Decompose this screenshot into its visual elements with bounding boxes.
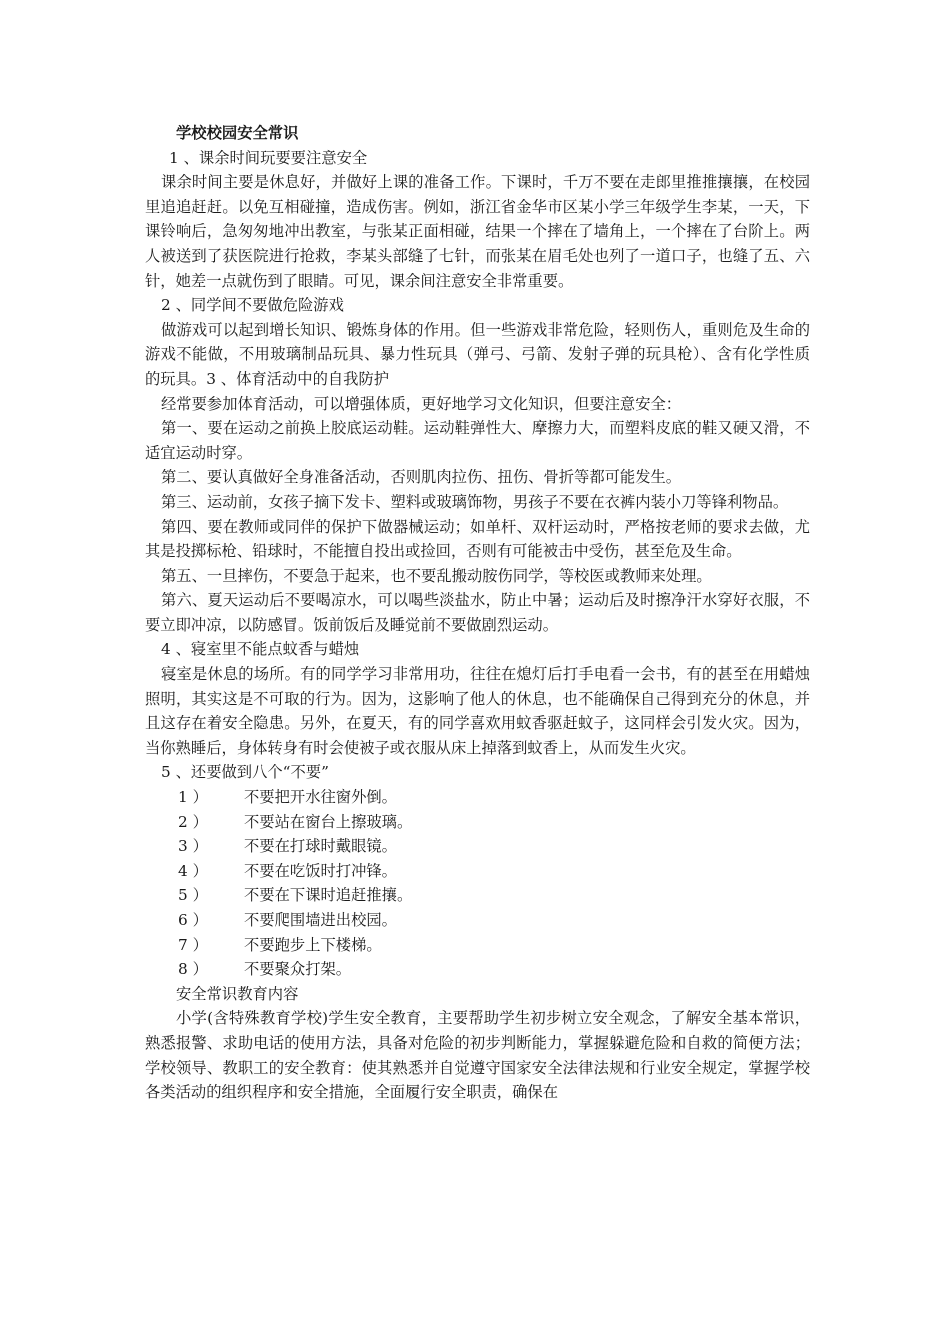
list-item-text: 不要在吃饭时打冲锋。 [244, 861, 397, 880]
section-3-point-6: 第六、夏天运动后不要喝凉水，可以喝些淡盐水，防止中暑；运动后及时擦净汗水穿好衣服，不要立即冲凉，以防感冒。饭前饭后及睡觉前不要做剧烈运动。 [145, 591, 810, 634]
list-item [145, 785, 810, 810]
list-item-text: 不要跑步上下楼梯。 [244, 935, 382, 954]
list-item-text: 不要在下课时追赶推攘。 [244, 886, 413, 905]
list-item-number: 5 ） [178, 886, 208, 905]
section-3-point-1: 第一、要在运动之前换上胶底运动鞋。运动鞋弹性大、摩擦力大，而塑料皮底的鞋又硬又滑，不适宜运动时穿。 [145, 419, 810, 462]
section-5-heading: 5 、还要做到八个“不要” [161, 763, 329, 782]
list-item-text: 不要把开水往窗外倒。 [244, 788, 397, 807]
list-item-number: 2 ） [178, 812, 208, 831]
list-item-text: 不要站在窗台上擦玻璃。 [244, 812, 413, 831]
education-heading: 安全常识教育内容 [176, 984, 299, 1003]
list-item [145, 933, 810, 958]
document-title: 学校校园安全常识 [176, 124, 299, 142]
list-item-text: 不要爬围墙进出校园。 [244, 911, 397, 929]
section-2-paragraph: 做游戏可以起到增长知识、锻炼身体的作用。但一些游戏非常危险，轻则伤人，重则危及生命的游戏不能做，不用玻璃制品玩具、暴力性玩具（弹弓、弓箭、发射子弹的玩具枪）、含有化学性质的玩具。3 、体育活动中的自我防护 [145, 320, 810, 388]
list-item-number: 8 ） [178, 960, 208, 979]
list-item-number: 7 ） [178, 935, 208, 954]
list-item-number: 1 ） [178, 788, 208, 807]
list-item [145, 908, 810, 933]
list-item-text: 不要聚众打架。 [244, 960, 352, 979]
section-3-point-5: 第五、一旦摔伤，不要急于起来，也不要乱搬动胺伤同学，等校医或教师来处理。 [161, 566, 712, 585]
list-item [145, 883, 810, 908]
list-item-number: 6 ） [178, 911, 208, 929]
section-3-point-2: 第二、要认真做好全身准备活动，否则肌肉拉伤、扭伤、骨折等都可能发生。 [161, 468, 682, 487]
section-3-point-3: 第三、运动前，女孩子摘下发卡、塑料或玻璃饰物，男孩子不要在衣裤内装小刀等锋利物品。 [161, 492, 789, 511]
section-1-paragraph: 课余时间主要是休息好，并做好上课的准备工作。下课时，千万不要在走郎里推推攘攘，在校园里追追赶赶。以免互相碰撞，造成伤害。例如，浙江省金华市区某小学三年级学生李某，一天，下课铃响后，急匆匆地冲出教室，与张某正面相碰，结果一个摔在了墙角上，一个摔在了台阶上。两人被送到了获医院进行抢救，李某头部缝了七针，而张某在眉毛处也列了一道口子，也缝了五、六针，她差一点就伤到了眼睛。可见，课余间注意安全非常重要。 [145, 173, 810, 290]
list-item-text: 不要在打球时戴眼镜。 [244, 837, 397, 856]
list-item [145, 957, 810, 982]
section-3-intro: 经常要参加体育活动，可以增强体质，更好地学习文化知识，但要注意安全： [161, 394, 682, 413]
section-2-heading: 2 、同学间不要做危险游戏 [161, 296, 344, 315]
list-item [145, 859, 810, 884]
education-paragraph: 小学(含特殊教育学校)学生安全教育，主要帮助学生初步树立安全观念，了解安全基本常识，熟悉报警、求助电话的使用方法，具备对危险的初步判断能力，掌握躲避危险和自救的简便方法；学校领导、教职工的安全教育：使其熟悉并自觉遵守国家安全法律法规和行业安全规定，掌握学校各类活动的组织程序和安全措施，全面履行安全职责，确保在 [145, 1009, 810, 1102]
section-3-point-4: 第四、要在教师或同伴的保护下做器械运动；如单杆、双杆运动时，严格按老师的要求去做，尤其是投掷标枪、铅球时，不能擅自投出或捡回，否则有可能被击中受伤，甚至危及生命。 [145, 517, 810, 561]
list-item [145, 810, 810, 835]
list-item-number: 3 ） [178, 837, 208, 856]
section-4-heading: 4 、寝室里不能点蚊香与蜡烛 [161, 640, 360, 659]
list-item-number: 4 ） [178, 861, 208, 880]
list-item [145, 834, 810, 859]
document-page [145, 121, 810, 1105]
section-1-heading: 1 、课余时间玩要要注意安全 [169, 148, 368, 167]
section-4-paragraph: 寝室是休息的场所。有的同学学习非常用功，往往在熄灯后打手电看一会书，有的甚至在用蜡烛照明，其实这是不可取的行为。因为，这影响了他人的休息，也不能确保自己得到充分的休息，并且这存在着安全隐患。另外，在夏天，有的同学喜欢用蚊香驱赶蚊子，这同样会引发火灾。因为，当你熟睡后，身体转身有时会使被子或衣服从床上掉落到蚊香上，从而发生火灾。 [145, 665, 810, 757]
